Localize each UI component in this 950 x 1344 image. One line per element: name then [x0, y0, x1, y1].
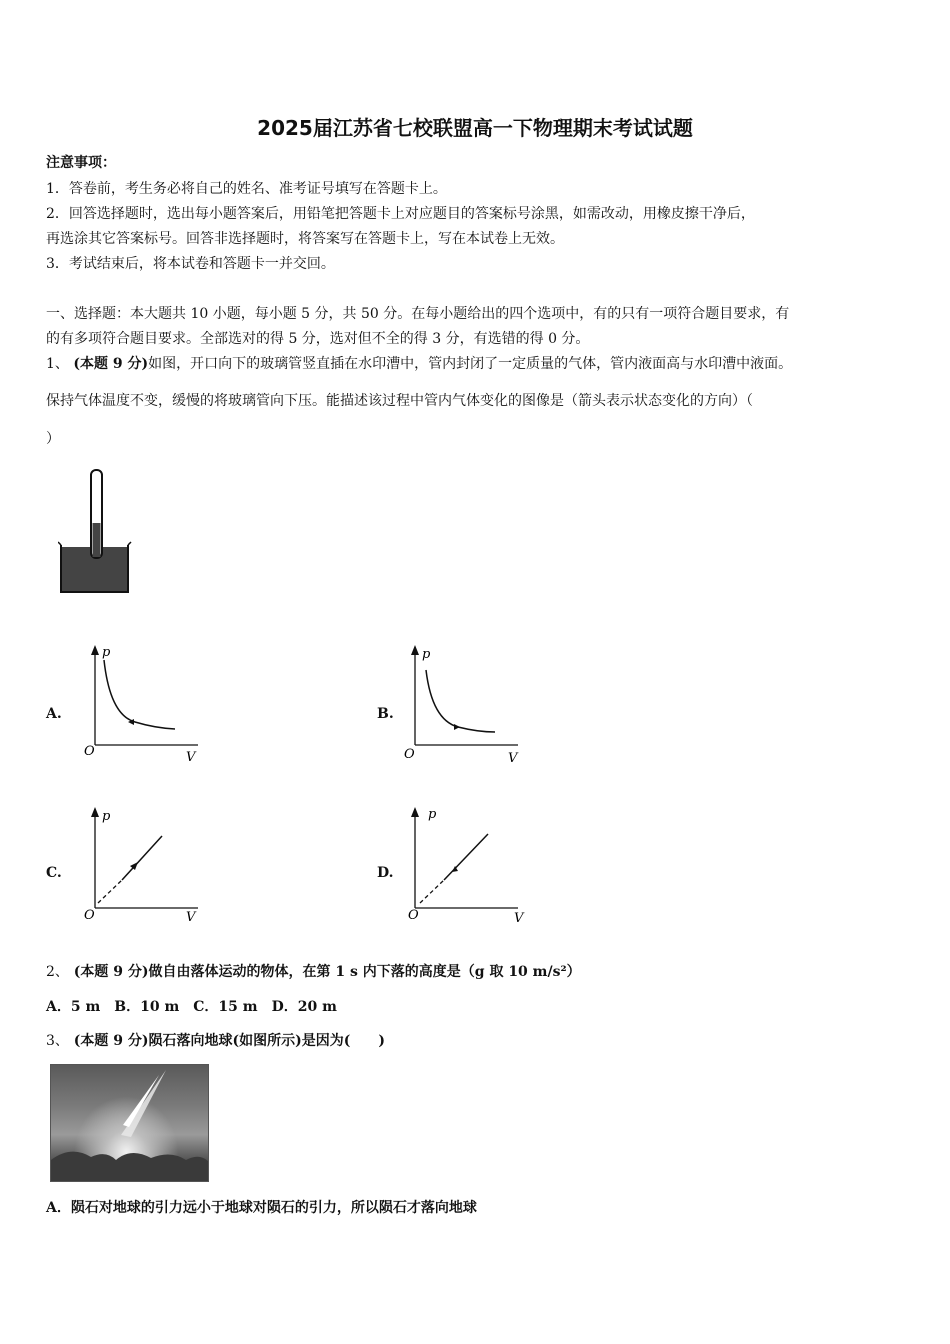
option-d-label: D. — [377, 865, 394, 881]
notice-item: 再选涂其它答案标号。回答非选择题时，将答案写在答题卡上，写在本试卷上无效。 — [46, 231, 564, 247]
question-points: (本题 9 分) — [73, 356, 149, 372]
p-axis-arrow-icon — [411, 645, 419, 655]
question-number: 1、 — [46, 356, 69, 372]
meteor-trail — [121, 1070, 166, 1137]
axis-v-label: V — [514, 911, 524, 926]
axis-v-label: V — [508, 751, 518, 766]
axis-p-label: p — [102, 645, 111, 660]
notice-item: 1．答卷前，考生务必将自己的姓名、准考证号填写在答题卡上。 — [46, 181, 447, 197]
option-b-label: B. — [377, 706, 394, 722]
question-1-text: 保持气体温度不变，缓慢的将玻璃管向下压。能描述该过程中管内气体变化的图像是（箭头表示状态变化的方向）（ — [46, 393, 753, 409]
question-text: 如图，开口向下的玻璃管竖直插在水印漕中，管内封闭了一定质量的气体，管内液面高与水印漕中液面。 — [148, 356, 793, 372]
question-3-option-a: A．陨石对地球的引力远小于地球对陨石的引力，所以陨石才落向地球 — [46, 1200, 477, 1216]
option-a-graph — [80, 640, 210, 770]
question-1-stem — [46, 353, 792, 373]
p-axis-arrow-icon — [411, 807, 419, 817]
tube-trough-figure — [58, 465, 138, 597]
meteorite-scene — [51, 1065, 208, 1181]
meteor-core — [123, 1075, 159, 1127]
option-b-graph — [400, 640, 530, 770]
option-a-label: A. — [46, 706, 62, 722]
axis-p-label: p — [102, 809, 111, 824]
extrapolation-line — [98, 880, 122, 903]
meteorite-photo — [50, 1064, 209, 1182]
question-3-stem — [46, 1030, 385, 1050]
isotherm-curve — [426, 670, 495, 732]
question-number: 3、 — [46, 1033, 69, 1049]
question-number: 2、 — [46, 964, 69, 980]
axis-p-label: p — [428, 807, 437, 822]
option-d-graph — [400, 800, 530, 930]
question-2-stem — [46, 961, 581, 981]
question-2-options: A．5 m B．10 m C．15 m D．20 m — [46, 999, 337, 1015]
option-c-graph — [80, 800, 210, 930]
axis-v-label: V — [186, 910, 196, 925]
p-axis-arrow-icon — [91, 807, 99, 817]
question-text: (本题 9 分)陨石落向地球(如图所示)是因为( ) — [73, 1033, 386, 1049]
origin-label: O — [404, 747, 415, 762]
section-intro: 一、选择题：本大题共 10 小题，每小题 5 分，共 50 分。在每小题给出的四个选项中，有的只有一项符合题目要求，有 — [46, 306, 790, 322]
ground-silhouette — [51, 1152, 208, 1181]
question-text: (本题 9 分)做自由落体运动的物体，在第 1 s 内下落的高度是（g 取 10 m/s²） — [73, 964, 581, 980]
option-c-label: C. — [46, 865, 62, 881]
axis-p-label: p — [422, 647, 431, 662]
origin-label: O — [408, 908, 419, 923]
extrapolation-line — [420, 880, 444, 903]
isotherm-curve — [104, 660, 175, 729]
notice-heading: 注意事项： — [46, 155, 116, 171]
page-title: 2025届江苏省七校联盟高一下物理期末考试试题 — [257, 116, 693, 140]
notice-item: 3．考试结束后，将本试卷和答题卡一并交回。 — [46, 256, 335, 272]
section-intro: 的有多项符合题目要求。全部选对的得 5 分，选对但不全的得 3 分，有选错的得 0 分。 — [46, 331, 590, 347]
origin-label: O — [84, 908, 95, 923]
notice-item: 2．回答选择题时，选出每小题答案后，用铅笔把答题卡上对应题目的答案标号涂黑，如需改动，用橡皮擦干净后， — [46, 206, 755, 222]
question-1-text: ） — [46, 431, 60, 447]
state-line — [444, 834, 488, 880]
state-arrow-icon — [454, 724, 460, 730]
p-axis-arrow-icon — [91, 645, 99, 655]
origin-label: O — [84, 744, 95, 759]
axis-v-label: V — [186, 750, 196, 765]
tube-liquid — [93, 523, 101, 557]
state-line — [122, 836, 162, 880]
